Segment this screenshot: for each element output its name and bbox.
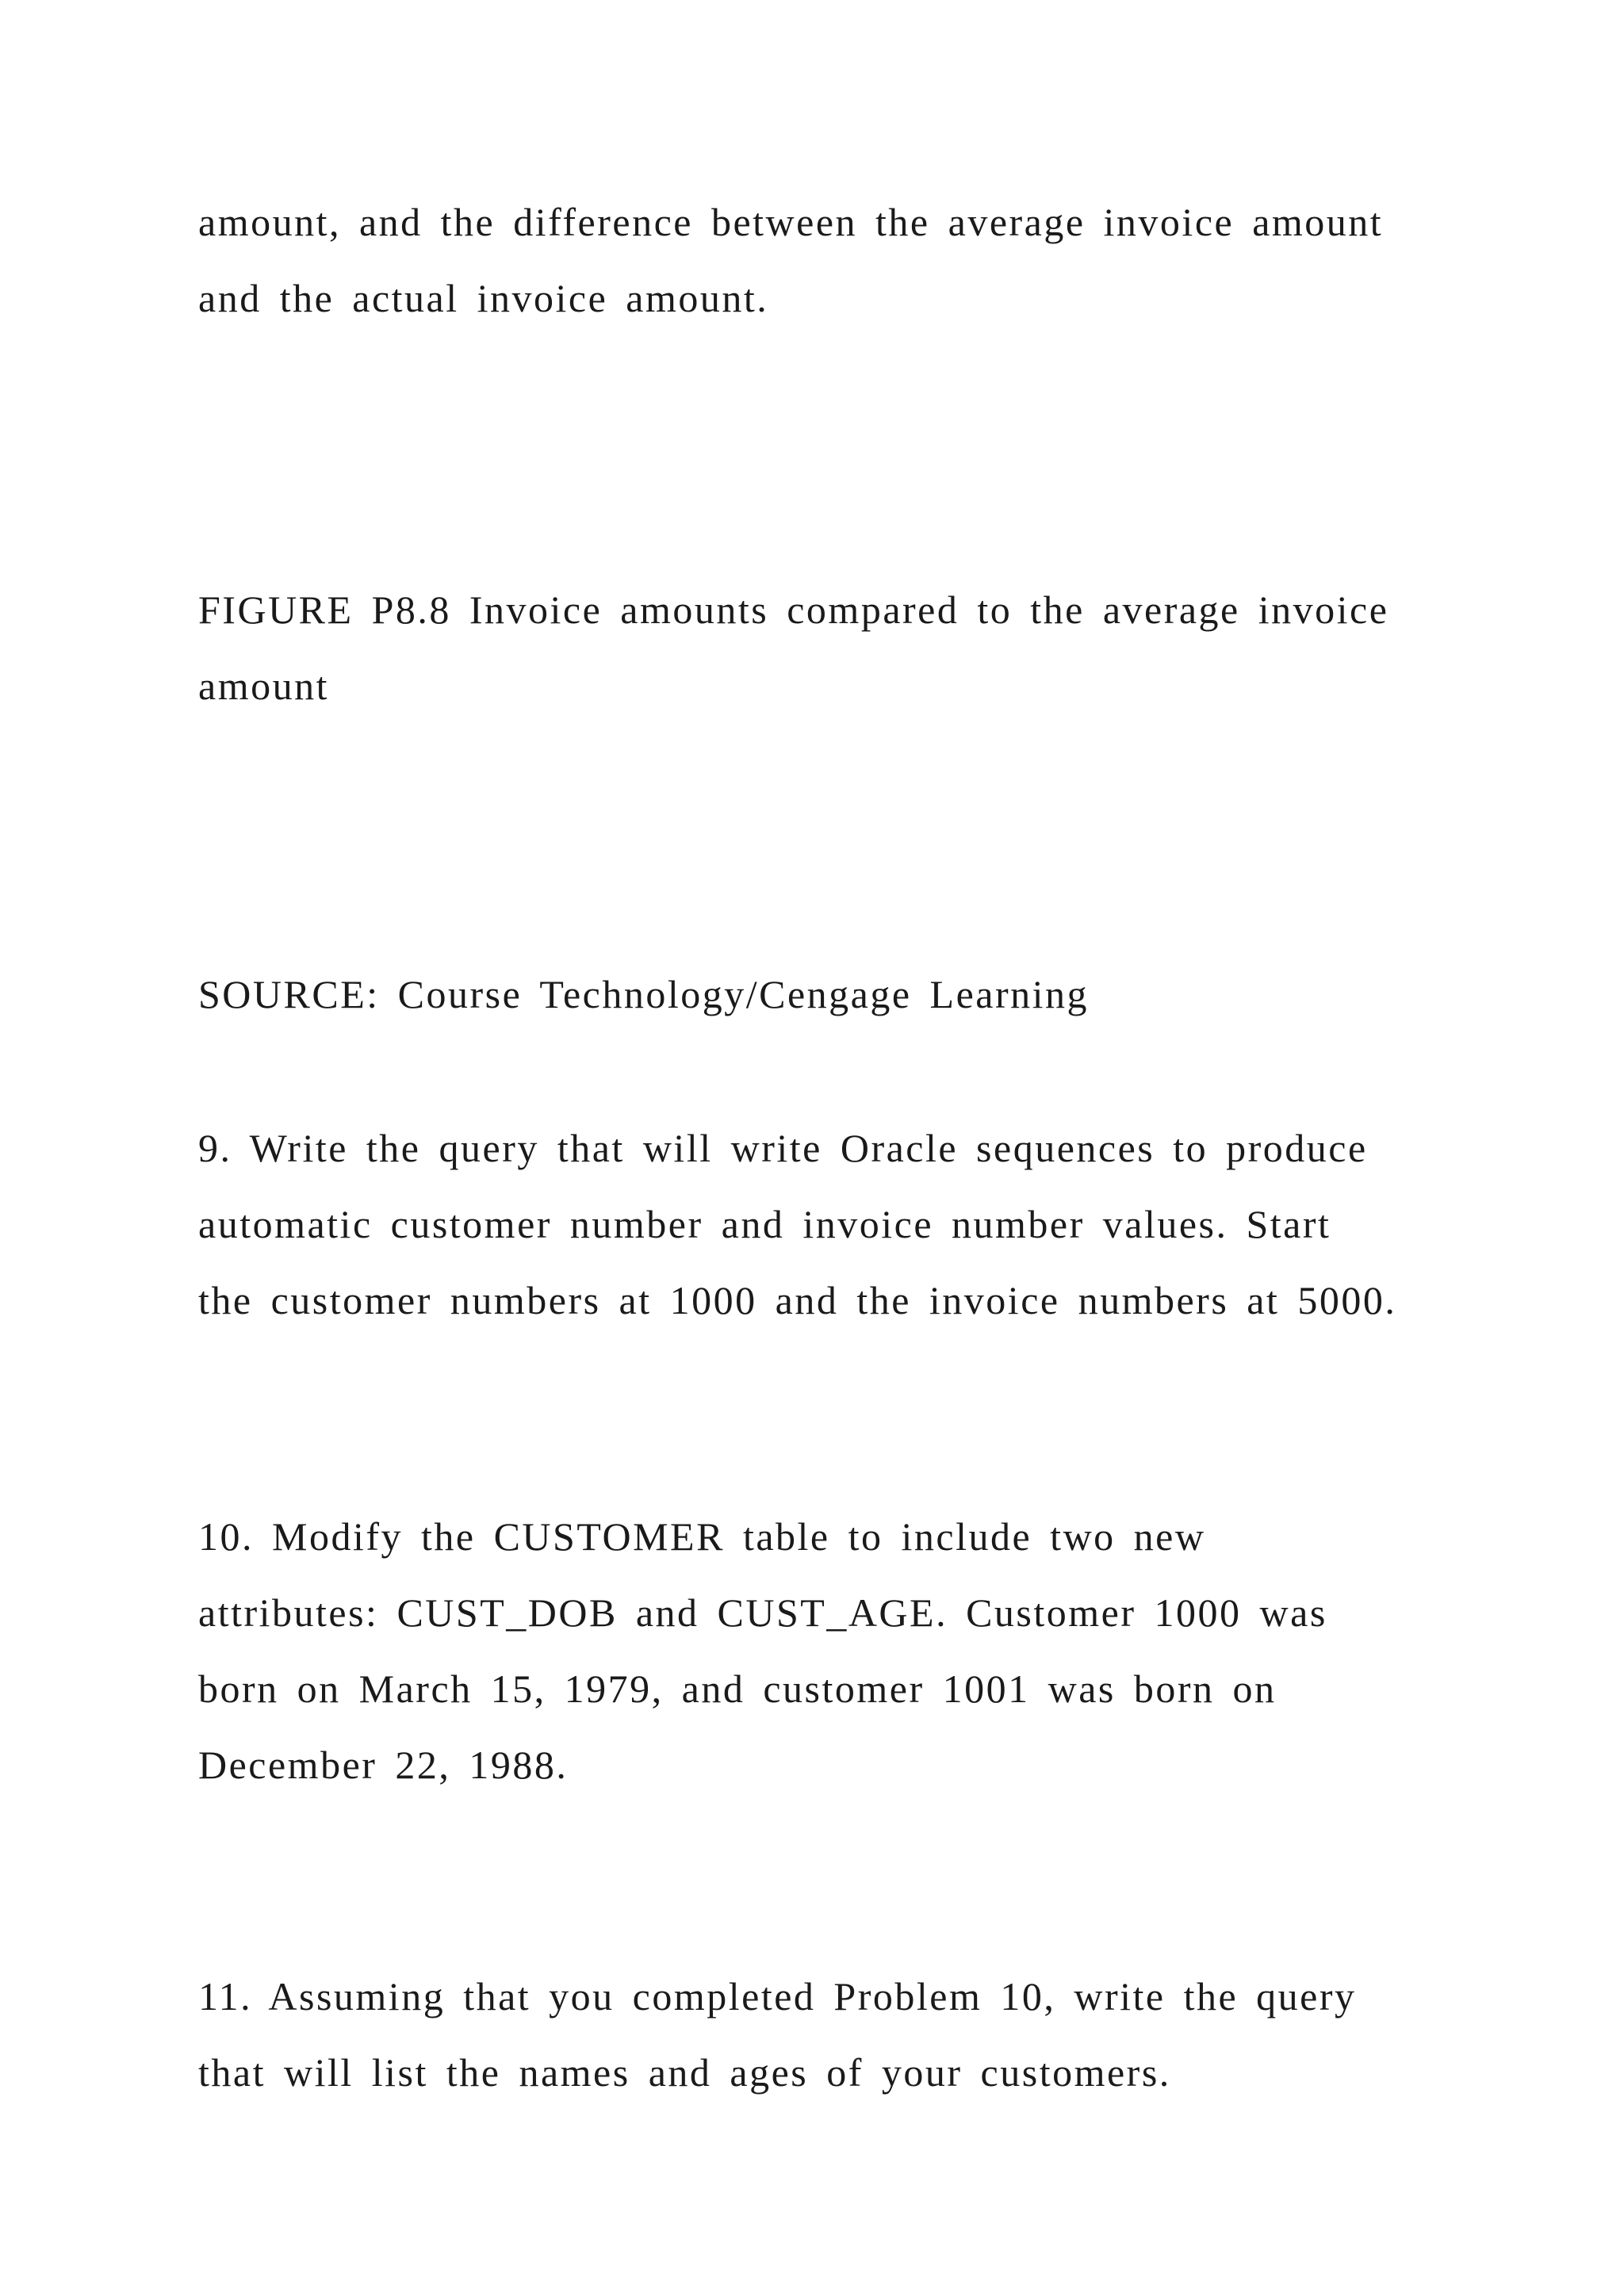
problem-line: that will list the names and ages of your customers.	[198, 2050, 1171, 2095]
continuation-paragraph	[198, 184, 1435, 336]
source-credit	[198, 956, 1435, 1032]
problem-line: attributes: CUST_DOB and CUST_AGE. Customer 1000 was	[198, 1590, 1327, 1635]
problem-line: 11. Assuming that you completed Problem 10, write the query	[198, 1974, 1357, 2019]
paragraph-line: amount, and the difference between the average invoice amount	[198, 200, 1384, 244]
problem-10	[198, 1498, 1435, 1803]
problem-line: 9. Write the query that will write Oracle sequences to produce	[198, 1126, 1368, 1170]
problem-line: December 22, 1988.	[198, 1743, 569, 1787]
paragraph-line: and the actual invoice amount.	[198, 276, 769, 320]
problem-11	[198, 1958, 1435, 2110]
caption-line: amount	[198, 664, 329, 708]
problem-9	[198, 1110, 1435, 1338]
caption-line: FIGURE P8.8 Invoice amounts compared to the average invoice	[198, 587, 1389, 632]
problem-line: 10. Modify the CUSTOMER table to include two new	[198, 1514, 1206, 1559]
source-line: SOURCE: Course Technology/Cengage Learning	[198, 972, 1090, 1016]
problem-line: automatic customer number and invoice number values. Start	[198, 1202, 1331, 1246]
problem-line: the customer numbers at 1000 and the invoice numbers at 5000.	[198, 1278, 1397, 1322]
figure-caption	[198, 572, 1435, 724]
problem-line: born on March 15, 1979, and customer 1001 was born on	[198, 1667, 1277, 1711]
